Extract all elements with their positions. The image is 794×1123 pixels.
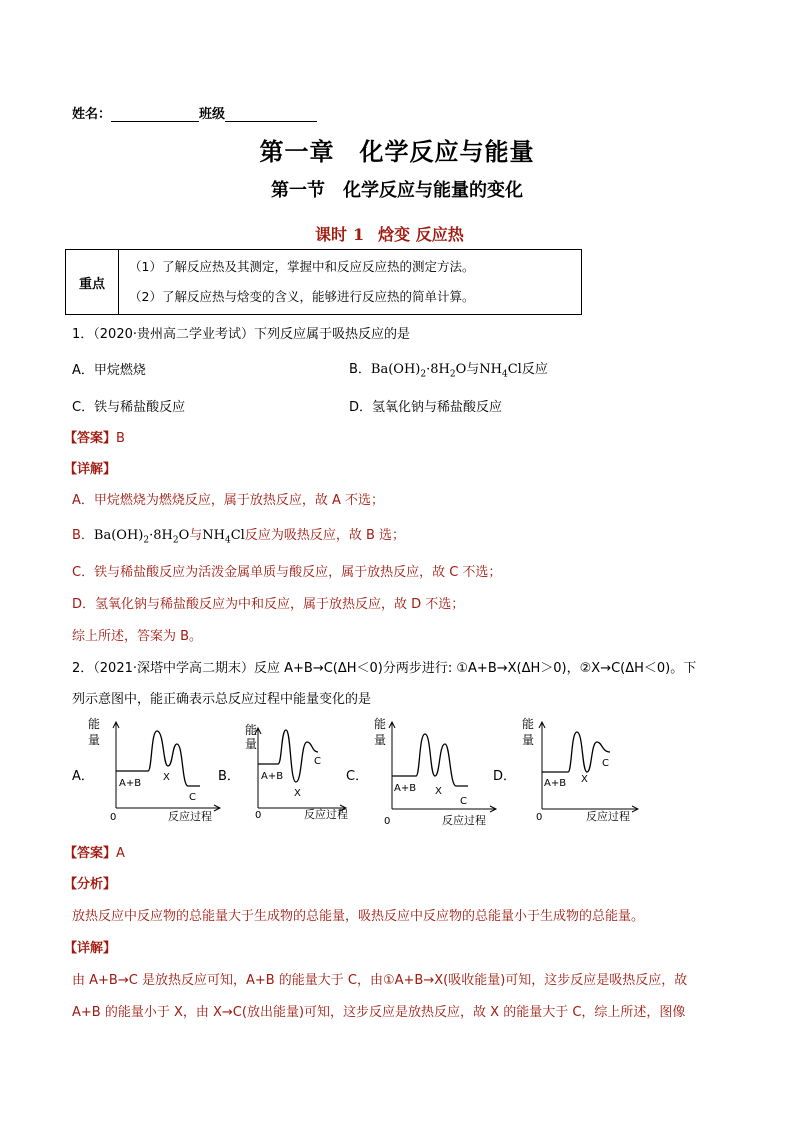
key-point-2: （2）了解反应热与焓变的含义，能够进行反应热的简单计算。 [129,289,475,304]
lesson-topic: 焓变 反应热 [378,225,464,244]
q1-option-b-mid: 与 [466,362,480,377]
formula-sub: 2 [420,369,427,380]
key-points-content [119,250,582,315]
x-axis-label: 反应过程 [304,808,348,821]
q1-summary: 综上所述，答案为 B。 [72,629,203,644]
q2-option-d[interactable]: D． [493,769,517,784]
product-label: C [460,796,467,807]
formula-part: Cl [230,528,245,543]
explain-b-mid: 与 [189,528,203,543]
formula-sub: 2 [449,369,456,380]
formula-sub: 4 [502,369,508,380]
q1-option-a[interactable]: A．甲烷燃烧 [72,363,146,378]
q2-detail-label: 【详解】 [64,941,117,956]
explain-b-formula-2 [202,528,245,546]
name-blank[interactable] [111,107,199,122]
key-points-label: 重点 [66,250,119,315]
y-axis-label-1: 能 [88,717,101,731]
q1-option-d[interactable]: D．氢氧化钠与稀盐酸反应 [349,400,503,415]
reactant-label: A+B [261,771,284,782]
name-label: 姓名： [72,107,112,122]
y-axis-label-1: 能 [245,723,258,737]
q2-stem-line1: 2．（2021·深塔中学高二期末）反应 A+B→C(ΔH＜0)分两步进行: ①A+B→X(ΔH＞0)，②X→C(ΔH＜0)。下 [72,661,697,676]
student-info [72,103,317,122]
q2-option-a[interactable]: A． [72,769,94,784]
class-label: 班级 [199,107,226,122]
formula-part: O [455,362,467,377]
section-title: 第一节 化学反应与能量的变化 [271,180,523,201]
q2-analysis-label: 【分析】 [64,877,117,892]
formula-part: Ba(OH) [93,528,144,543]
y-axis-label-1: 能 [522,717,535,731]
intermediate-label: X [294,788,301,799]
x-axis-label: 反应过程 [586,810,630,823]
q1-option-c[interactable]: C．铁与稀盐酸反应 [72,400,186,415]
origin-label: 0 [110,812,117,823]
q1-explain-b [72,524,405,546]
y-axis-label-2: 量 [374,733,387,747]
y-axis-label-2: 量 [522,733,535,747]
energy-curve [392,734,468,786]
formula-part: Cl [507,362,522,377]
formula-part: Ba(OH) [370,362,421,377]
intermediate-label: X [163,772,170,783]
chapter-title: 第一章 化学反应与能量 [259,138,535,166]
q1-explain-c: C．铁与稀盐酸反应为活泼金属单质与酸反应，属于放热反应，故 C 不选； [72,565,502,580]
q2-analysis: 放热反应中反应物的总能量大于生成物的总能量，吸热反应中反应物的总能量小于生成物的总能量。 [72,909,645,924]
intermediate-label: X [435,786,442,797]
answer-value: B [116,431,125,446]
q1-option-b-formula-2 [479,362,522,380]
product-label: C [189,792,196,803]
y-axis-label-1: 能 [374,717,387,731]
lesson-title [315,222,464,245]
q2-option-b[interactable]: B． [218,769,240,784]
product-label: C [602,758,609,769]
class-blank[interactable] [225,107,317,122]
answer-label: 【答案】 [64,431,117,446]
energy-diagram-b [240,722,350,822]
energy-diagram-d [514,716,644,824]
q1-answer [64,427,125,446]
q2-detail-line2: A+B 的能量小于 X，由 X→C(放出能量)可知，这步反应是放热反应，故 X 的能量大于 C，综上所述，图像 [72,1005,686,1020]
formula-sub: 4 [225,535,231,546]
energy-diagram-a [88,716,228,826]
formula-part: NH [479,362,502,377]
energy-diagram-c [364,716,504,828]
q1-stem: 1．（2020·贵州高二学业考试）下列反应属于吸热反应的是 [72,327,410,342]
x-axis-label: 反应过程 [168,810,212,823]
q2-detail-line1: 由 A+B→C 是放热反应可知，A+B 的能量大于 C，由①A+B→X(吸收能量)可知，这步反应是吸热反应，故 [72,973,688,988]
answer-value: A [116,846,125,861]
intermediate-label: X [581,774,588,785]
q1-option-b-formula [370,362,467,380]
key-point-1: （1）了解反应热及其测定，掌握中和反应反应热的测定方法。 [129,259,475,274]
formula-part: O [178,528,190,543]
lesson-prefix: 课时 [315,225,348,244]
energy-curve [542,732,610,772]
y-axis-label-2: 量 [245,737,258,751]
q1-option-b-prefix: B． [349,362,371,377]
formula-sub: 2 [143,535,150,546]
origin-label: 0 [384,816,391,827]
lesson-number: 1 [353,225,365,244]
q2-answer [64,842,125,861]
formula-part: ·8H [426,362,450,377]
q1-detail-label: 【详解】 [64,462,117,477]
reactant-label: A+B [119,778,142,789]
explain-b-prefix: B． [72,528,94,543]
formula-sub: 2 [172,535,179,546]
x-axis-label: 反应过程 [442,814,486,827]
q1-explain-a: A．甲烷燃烧为燃烧反应，属于放热反应，故 A 不选； [72,493,385,508]
explain-b-suffix: 反应为吸热反应，故 B 选； [244,528,406,543]
product-label: C [314,756,321,767]
origin-label: 0 [536,812,543,823]
formula-part: ·8H [149,528,173,543]
q1-explain-d: D．氢氧化钠与稀盐酸反应为中和反应，属于放热反应，故 D 不选； [72,597,465,612]
explain-b-formula [93,528,190,546]
q2-stem-line2: 列示意图中，能正确表示总反应过程中能量变化的是 [72,692,372,707]
reactant-label: A+B [394,783,417,794]
origin-label: 0 [255,810,262,821]
reactant-label: A+B [544,778,567,789]
q2-option-c[interactable]: C． [346,769,369,784]
q1-option-b-suffix: 反应 [521,362,548,377]
y-axis-label-2: 量 [88,733,101,747]
key-points-table [65,249,582,315]
answer-label: 【答案】 [64,846,117,861]
formula-part: NH [202,528,225,543]
q1-option-b[interactable] [349,358,548,380]
